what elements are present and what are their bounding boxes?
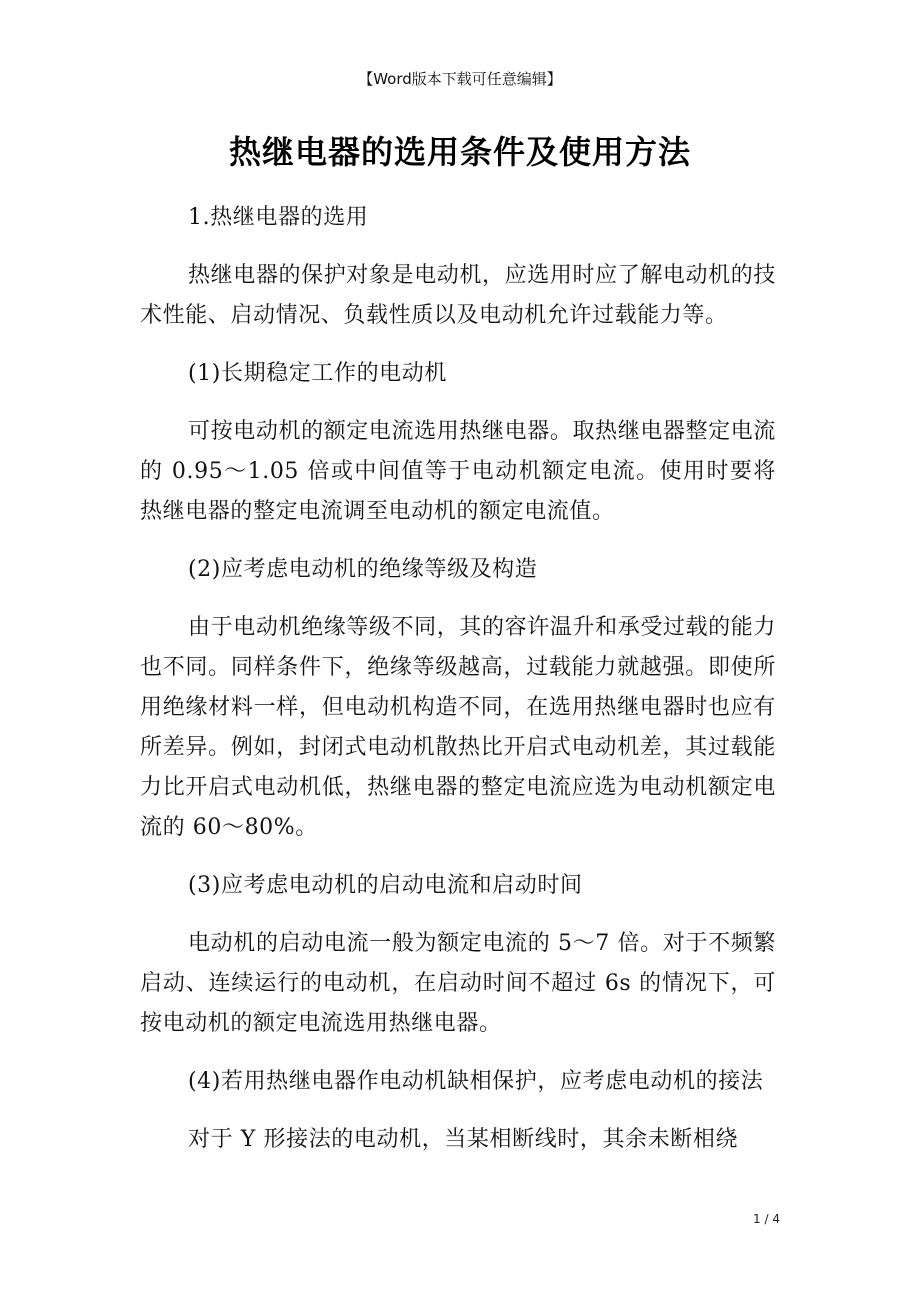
document-body [140,198,776,1178]
paragraph-long-term: 可按电动机的额定电流选用热继电器。取热继电器整定电流的 0.95～1.05 倍或中间值等于电动机额定电流。使用时要将热继电器的整定电流调至电动机的额定电流值。 [140,419,776,524]
page-number: 1 / 4 [753,1212,780,1226]
paragraph-startup: 电动机的启动电流一般为额定电流的 5～7 倍。对于不频繁启动、连续运行的电动机，在启动时间不超过 6s 的情况下，可按电动机的额定电流选用热继电器。 [140,931,776,1036]
subheading-startup: (3)应考虑电动机的启动电流和启动时间 [188,873,583,898]
document-title: 热继电器的选用条件及使用方法 [228,133,691,171]
header-note: 【Word版本下载可任意编辑】 [358,70,562,88]
paragraph-y-connection: 对于 Y 形接法的电动机，当某相断线时，其余未断相绕 [188,1127,739,1152]
paragraph-insulation: 由于电动机绝缘等级不同，其的容许温升和承受过载的能力也不同。同样条件下，绝缘等级越高，过载能力就越强。即使所用绝缘材料一样，但电动机构造不同，在选用热继电器时也应有所差异。例如，封闭式电动机散热比开启式电动机差，其过载能力比开启式电动机低，热继电器的整定电流应选为电动机额定电流的 60～80%。 [140,615,776,840]
subheading-insulation: (2)应考虑电动机的绝缘等级及构造 [188,557,538,582]
subheading-long-term: (1)长期稳定工作的电动机 [188,361,447,386]
paragraph-intro: 热继电器的保护对象是电动机，应选用时应了解电动机的技术性能、启动情况、负载性质以及电动机允许过载能力等。 [140,263,776,328]
subheading-phase-loss: (4)若用热继电器作电动机缺相保护，应考虑电动机的接法 [188,1069,764,1094]
section-heading-selection: 1.热继电器的选用 [188,205,369,230]
